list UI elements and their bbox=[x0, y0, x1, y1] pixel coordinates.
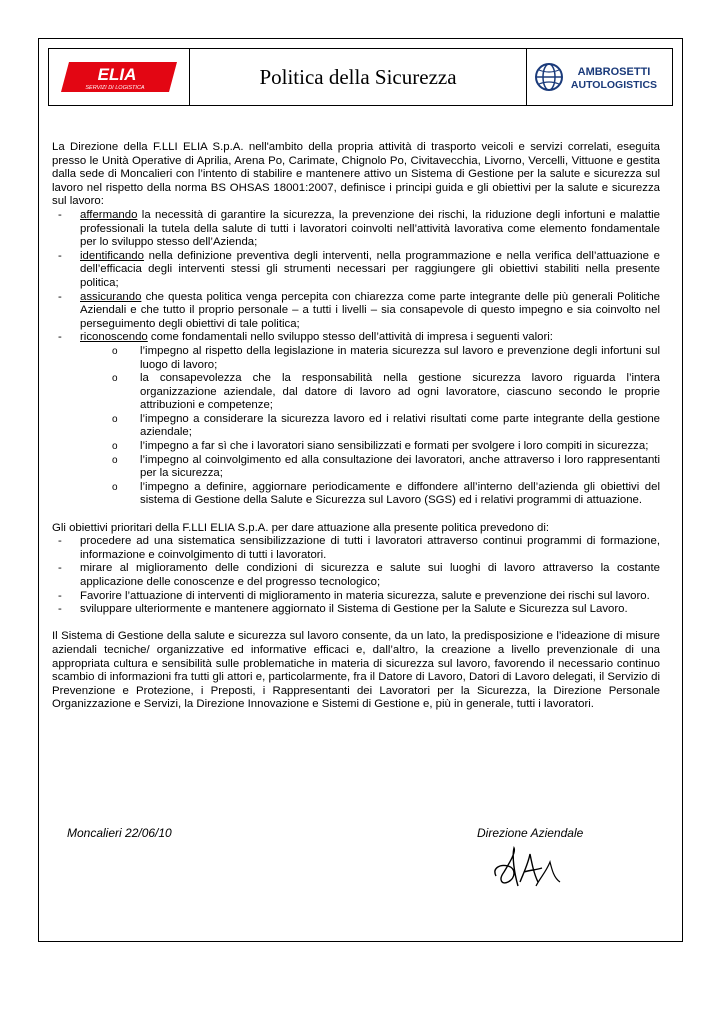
ambrosetti-logo-line2: AUTOLOGISTICS bbox=[570, 79, 657, 91]
value-text: l’impegno al rispetto della legislazione in materia sicurezza sul lavoro e prevenzione degli infortuni sul luogo di lavoro; bbox=[140, 344, 660, 371]
document-body bbox=[52, 141, 660, 712]
circle-bullet-icon: o bbox=[112, 345, 118, 357]
value-item bbox=[112, 454, 660, 481]
elia-logo-name: ELIA bbox=[97, 65, 137, 84]
signatory-label: Direzione Aziendale bbox=[477, 826, 584, 840]
title-cell bbox=[190, 49, 526, 105]
principle-item bbox=[52, 209, 660, 250]
principle-text: nella definizione preventiva degli interventi, nella programmazione e nella verifica dell’attuazione e dell’efficacia degli interventi stessi gli strumenti necessari per raggiungere gli obiettivi stabiliti nella presente politica; bbox=[80, 249, 660, 289]
circle-bullet-icon: o bbox=[112, 413, 118, 425]
circle-bullet-icon: o bbox=[112, 454, 118, 466]
principle-text: la necessità di garantire la sicurezza, la prevenzione dei rischi, la riduzione degli infortuni e malattie professionali la tutela della salute di tutti i lavoratori coinvolti nell’attività lavorativa come elemento fondamentale per lo sviluppo stesso dell’Azienda; bbox=[80, 208, 660, 249]
objectives-intro: Gli obiettivi prioritari della F.LLI ELIA S.p.A. per dare attuazione alla presente politica prevedono di: bbox=[52, 521, 550, 534]
dash-marker: - bbox=[58, 589, 62, 602]
dash-marker: - bbox=[58, 208, 62, 221]
principle-text: che questa politica venga percepita con chiarezza come parte integrante delle più generali Politiche Aziendali e che tutto il proprio personale – a tutti i livelli – sia consapevole di questo impegno e sia coinvolto nel perseguimento degli obiettivi di tale politica; bbox=[80, 290, 660, 330]
dash-marker: - bbox=[58, 249, 62, 262]
principle-keyword: assicurando bbox=[80, 290, 142, 303]
principle-keyword: riconoscendo bbox=[80, 331, 148, 344]
elia-logo bbox=[59, 60, 179, 94]
handwritten-signature bbox=[490, 842, 570, 898]
value-text: l’impegno a considerare la sicurezza lavoro ed i relativi risultati come parte integrante della gestione aziendale; bbox=[140, 412, 660, 439]
principle-item bbox=[52, 291, 660, 332]
objective-item bbox=[52, 590, 660, 604]
elia-logo-tagline: SERVIZI DI LOGISTICA bbox=[85, 85, 145, 91]
principle-item bbox=[52, 250, 660, 291]
value-text: l’impegno a definire, aggiornare periodicamente e diffondere all’interno dell’azienda gli obiettivi del sistema di Gestione della Salute e Sicurezza sul Lavoro (SGS) ed i relativi programmi di attuazione. bbox=[140, 480, 660, 507]
closing-paragraph: Il Sistema di Gestione della salute e sicurezza sul lavoro consente, da un lato, la predisposizione e l’ideazione di misure aziendali tecniche/ organizzative ed informative efficaci e, dall’altro, la creazione a livello prevenzionale di una appropriata cultura e sensibilità sulle problematiche in materia di sicurezza sul lavoro, favorendo il necessario continuo scambio di informazioni fra tutti gli attori e, particolarmente, fra il Datore di Lavoro, Datori di Lavoro delegati, il Servizio di Prevenzione e Protezione, i Preposti, i Rappresentanti dei Lavoratori per la Sicurezza, la Direzione Personale Organizzazione e Servizi, la Direzione Innovazione e Sistemi di Gestione e, più in generale, tutti i lavoratori. bbox=[52, 630, 660, 711]
value-item bbox=[112, 440, 660, 454]
principle-keyword: affermando bbox=[80, 208, 138, 221]
dash-marker: - bbox=[58, 562, 62, 575]
ambrosetti-logo bbox=[534, 59, 666, 95]
value-text: l’impegno a far sì che i lavoratori siano sensibilizzati e formati per svolgere i loro compiti in sicurezza; bbox=[140, 440, 649, 453]
value-item bbox=[112, 413, 660, 440]
objective-item bbox=[52, 603, 660, 617]
dash-marker: - bbox=[58, 331, 62, 344]
value-item bbox=[112, 372, 660, 413]
principle-keyword: identificando bbox=[80, 249, 144, 262]
ambrosetti-logo-line1: AMBROSETTI bbox=[577, 66, 650, 78]
principle-text: come fondamentali nello sviluppo stesso dell’attività di impresa i seguenti valori: bbox=[147, 331, 553, 344]
dash-marker: - bbox=[58, 535, 62, 548]
value-text: la consapevolezza che la responsabilità nella gestione sicurezza lavoro riguarda l’intera organizzazione aziendale, dal datore di lavoro ad ogni lavoratore, ciascuno secondo le proprie attribuzioni e competenze; bbox=[140, 372, 660, 412]
dash-marker: - bbox=[58, 290, 62, 303]
document-title: Politica della Sicurezza bbox=[259, 64, 457, 89]
place-date: Moncalieri 22/06/10 bbox=[67, 826, 172, 840]
objective-text: Favorire l’attuazione di interventi di miglioramento in materia sicurezza, salute e prevenzione dei rischi sul lavoro. bbox=[80, 589, 650, 602]
circle-bullet-icon: o bbox=[112, 441, 118, 453]
value-text: l’impegno al coinvolgimento ed alla consultazione dei lavoratori, anche attraverso i loro rappresentanti per la sicurezza; bbox=[140, 453, 660, 480]
document-header bbox=[48, 48, 673, 106]
circle-bullet-icon: o bbox=[112, 373, 118, 385]
intro-paragraph: La Direzione della F.LLI ELIA S.p.A. nell'ambito della propria attività di trasporto veicoli e servizi correlati, eseguita presso le Unità Operative di Aprilia, Arena Po, Carimate, Chignolo Po, Civitavecchia, Livorno, Vercelli, Vittuone e gestita dalla sede di Moncalieri con l’intento di stabilire e mantenere attivo un Sistema di Gestione per la salute e sicurezza sul lavoro nel rispetto della norma BS OHSAS 18001:2007, definisce i principi guida e gli obiettivi per la salute e sicurezza sul lavoro: bbox=[52, 141, 660, 208]
principle-item bbox=[52, 331, 660, 345]
objective-item bbox=[52, 562, 660, 589]
objective-text: sviluppare ulteriormente e mantenere aggiornato il Sistema di Gestione per la Salute e Sicurezza sul Lavoro. bbox=[80, 603, 628, 616]
value-item bbox=[112, 345, 660, 372]
dash-marker: - bbox=[58, 603, 62, 616]
objective-item bbox=[52, 535, 660, 562]
ambrosetti-logo-cell bbox=[526, 49, 672, 105]
objective-text: mirare al miglioramento delle condizioni di sicurezza e salute sui luoghi di lavoro attraverso la costante applicazione delle conoscenze e del progresso tecnologico; bbox=[80, 562, 660, 588]
circle-bullet-icon: o bbox=[112, 481, 118, 493]
value-item bbox=[112, 481, 660, 508]
objective-text: procedere ad una sistematica sensibilizzazione di tutti i lavoratori attraverso continui programmi di formazione, informazione e coinvolgimento di tutti i lavoratori. bbox=[80, 535, 660, 561]
elia-logo-cell bbox=[49, 49, 190, 105]
